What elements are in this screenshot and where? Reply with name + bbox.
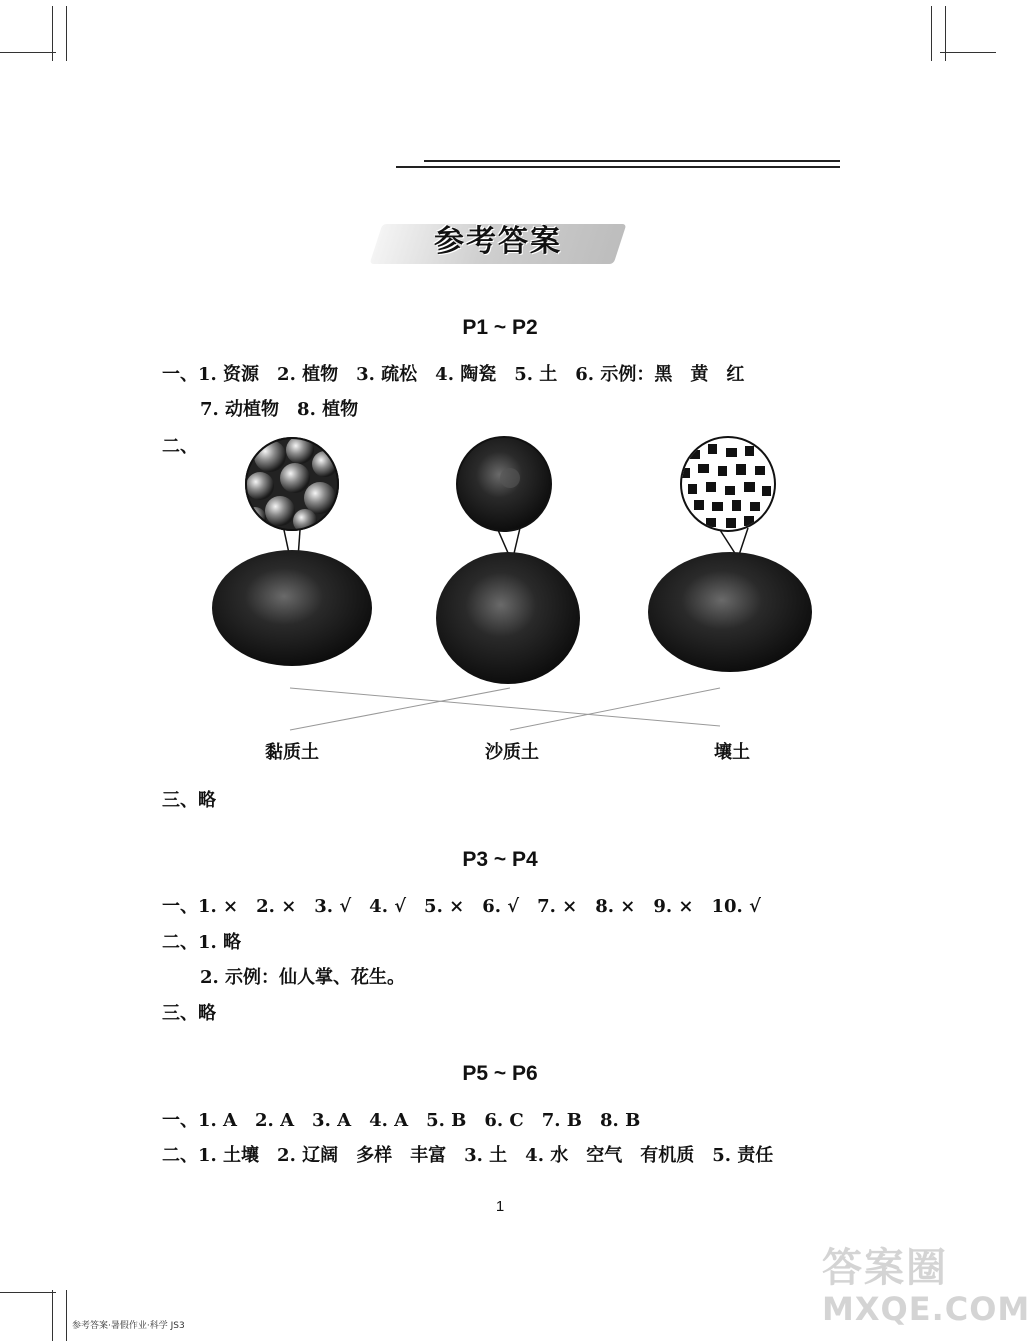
answer-line: 二、1. 土壤 2. 辽阔 多样 丰富 3. 土 4. 水 空气 有机质 5. 责任 xyxy=(162,1145,774,1166)
answer-line: 三、略 xyxy=(162,1003,216,1024)
answer-line: 一、1. A 2. A 3. A 4. A 5. B 6. C 7. B 8. B xyxy=(162,1110,641,1131)
watermark-logo: 答案圈 xyxy=(822,1245,948,1291)
soil-illustration xyxy=(200,436,820,736)
section-heading-p5-p6: P5 ~ P6 xyxy=(462,1062,538,1085)
header-rule-top xyxy=(424,160,840,162)
title-banner xyxy=(376,218,620,266)
sandy-soil-figure xyxy=(436,437,580,684)
answer-line: 二、 xyxy=(162,436,198,457)
answer-line: 二、1. 略 xyxy=(162,932,242,953)
soil-label-loam: 壤土 xyxy=(714,742,750,763)
answer-line: 7. 动植物 8. 植物 xyxy=(200,399,359,420)
answer-line: 2. 示例：仙人掌、花生。 xyxy=(200,967,406,988)
clay-soil-figure xyxy=(212,436,372,666)
soil-label-clay: 黏质土 xyxy=(265,742,319,763)
header-rule-bottom xyxy=(396,166,840,168)
answer-line: 三、略 xyxy=(162,790,216,811)
watermark-url: MXQE.COM xyxy=(822,1290,1030,1328)
footer-text: 参考答案·暑假作业·科学 JS3 xyxy=(72,1321,185,1331)
page-title: 参考答案 xyxy=(434,224,562,259)
answer-line: 一、1. × 2. × 3. √ 4. √ 5. × 6. √ 7. × 8. × 9. × 10. √ xyxy=(162,896,761,917)
soil-label-sandy: 沙质土 xyxy=(485,742,539,763)
section-heading-p1-p2: P1 ~ P2 xyxy=(462,316,538,339)
page-number: 1 xyxy=(495,1198,505,1215)
answer-line: 一、1. 资源 2. 植物 3. 疏松 4. 陶瓷 5. 土 6. 示例：黑 黄 红 xyxy=(162,364,745,385)
loam-soil-figure xyxy=(648,437,812,672)
section-heading-p3-p4: P3 ~ P4 xyxy=(462,848,538,871)
